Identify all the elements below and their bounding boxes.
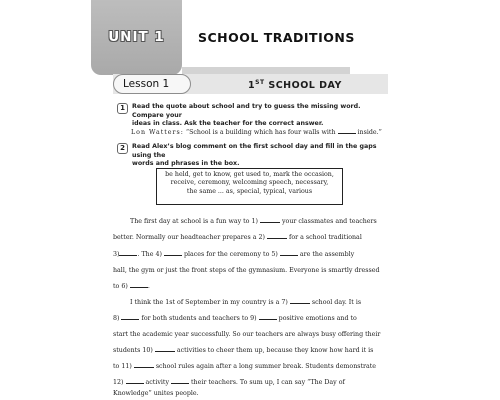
- text-segment: to 6): [113, 283, 128, 290]
- task-1-instruction-line2: ideas in class. Ask the teacher for the correct answer.: [132, 120, 324, 127]
- gap-blank[interactable]: [121, 314, 139, 320]
- word-box-line: the same ... as, special, typical, various: [186, 187, 313, 195]
- text-line: [113, 346, 391, 356]
- text-segment: . The 4): [137, 251, 162, 258]
- gap-blank[interactable]: [171, 378, 189, 384]
- lesson-title-num: 1: [248, 80, 256, 91]
- text-line: [113, 282, 391, 292]
- word-box-line: be held, get to know, get used to, mark the occasion,: [165, 171, 334, 178]
- text-segment: for both students and teachers to 9): [141, 315, 257, 322]
- text-segment: I think the 1st of September in my country is a 7): [130, 299, 288, 306]
- gap-blank[interactable]: [280, 250, 298, 256]
- text-segment: hall, the gym or just the front steps of the gymnasium. Everyone is smartly dressed: [113, 267, 380, 274]
- gap-blank[interactable]: [260, 217, 280, 223]
- task-1-instruction-line1: Read the quote about school and try to guess the missing word. Compare your: [132, 103, 361, 119]
- task-1-number: 1: [117, 103, 128, 114]
- unit-title: SCHOOL TRADITIONS: [198, 30, 355, 45]
- lesson-title: [248, 79, 342, 91]
- text-segment: students 10): [113, 347, 153, 354]
- quote-start: “School is a building which has four walls with: [185, 129, 336, 136]
- text-segment: activities to cheer them up, because they know how hard it is: [176, 347, 374, 354]
- text-line: [113, 389, 391, 399]
- text-segment: .: [147, 283, 150, 290]
- text-segment: start the academic year successfully. So our teachers are always busy offering their: [113, 331, 381, 338]
- text-segment: are the assembly: [299, 251, 355, 258]
- text-segment: their teachers. To sum up, I can say “The Day of: [191, 379, 345, 386]
- text-segment: for a school traditional: [289, 234, 362, 241]
- gap-blank[interactable]: [290, 298, 310, 304]
- text-line: [113, 266, 391, 276]
- text-segment: to 11): [113, 363, 132, 370]
- text-line: [113, 378, 391, 388]
- unit-tab: [91, 0, 182, 75]
- quote-author: Lon Watters:: [131, 129, 184, 136]
- text-segment: 3): [113, 251, 120, 258]
- text-segment: school day. It is: [311, 299, 362, 306]
- text-segment: The first day at school is a fun way to 1): [130, 218, 258, 225]
- task-2-instruction: [132, 143, 390, 169]
- task-2-instruction-line1: Read Alex’s blog comment on the first school day and fill in the gaps using the: [132, 143, 377, 159]
- text-line: [113, 330, 391, 340]
- lesson-title-rest: SCHOOL DAY: [268, 80, 342, 91]
- text-segment: activity: [145, 379, 169, 386]
- lesson-title-sup: ST: [255, 79, 265, 86]
- quote-end: inside.”: [357, 129, 382, 136]
- text-line: [113, 314, 391, 324]
- gap-blank[interactable]: [267, 233, 287, 239]
- text-segment: positive emotions and to: [278, 315, 357, 322]
- text-segment: places for the ceremony to 5): [183, 251, 278, 258]
- text-line: [113, 250, 391, 260]
- text-segment: Knowledge” unites people.: [113, 390, 199, 397]
- gap-blank[interactable]: [134, 362, 154, 368]
- text-line: [113, 298, 391, 308]
- text-segment: better. Normally our headteacher prepares a 2): [113, 234, 265, 241]
- gap-blank[interactable]: [119, 250, 137, 256]
- lesson-label: Lesson 1: [113, 74, 191, 94]
- gap-blank[interactable]: [259, 314, 277, 320]
- task-2-instruction-line2: words and phrases in the box.: [132, 160, 240, 167]
- text-segment: your classmates and teachers: [281, 218, 377, 225]
- quote: [131, 128, 391, 136]
- task-2-number: 2: [117, 143, 128, 154]
- unit-label: UNIT 1: [108, 29, 165, 45]
- gap-blank[interactable]: [155, 346, 175, 352]
- text-line: [113, 233, 391, 243]
- word-box-line: receive, ceremony, welcoming speech, necessary,: [170, 179, 329, 187]
- text-segment: 8): [113, 315, 120, 322]
- gap-blank[interactable]: [126, 378, 144, 384]
- gap-blank[interactable]: [338, 128, 356, 134]
- text-line: [113, 362, 391, 372]
- gap-blank[interactable]: [164, 250, 182, 256]
- text-segment: 12): [113, 379, 124, 386]
- text-line: [113, 217, 391, 227]
- text-segment: school rules again after a long summer break. Students demonstrate: [155, 363, 377, 370]
- gap-blank[interactable]: [130, 282, 148, 288]
- task-1-instruction: [132, 103, 390, 129]
- word-box: [156, 168, 343, 205]
